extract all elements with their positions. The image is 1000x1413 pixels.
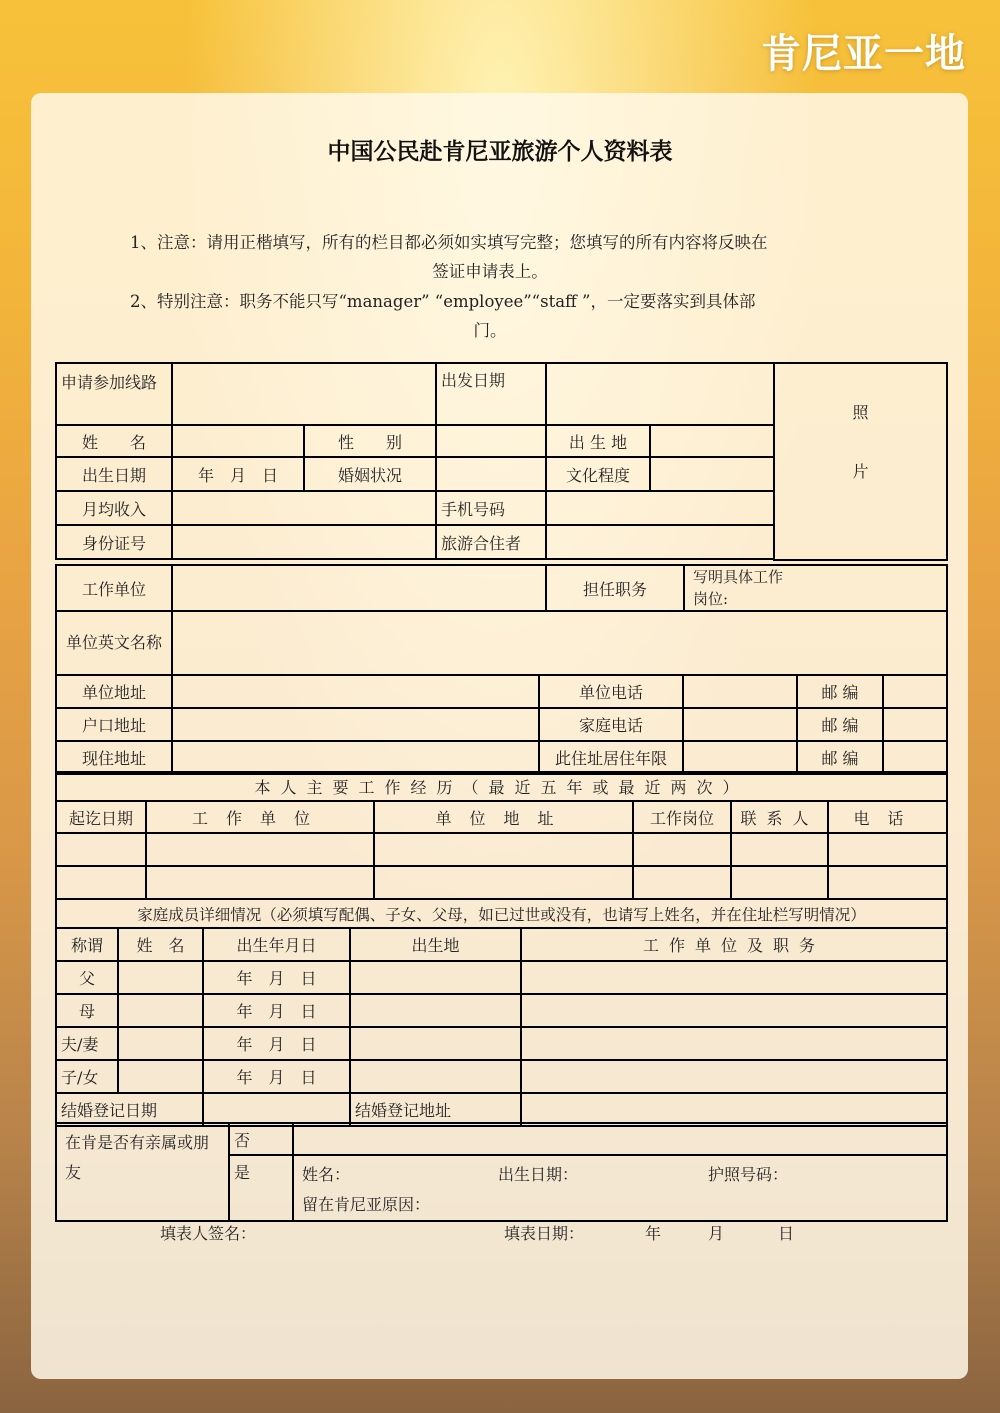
income-field[interactable]	[172, 491, 436, 525]
years-label: 此住址居住年限	[539, 741, 683, 774]
marriage-place-label: 结婚登记地址	[350, 1093, 521, 1126]
fam-mother-birthplace[interactable]	[350, 994, 521, 1027]
photo-box[interactable]	[774, 363, 947, 560]
fill-date-month: 月	[708, 1224, 725, 1243]
wh-row2-address[interactable]	[374, 866, 633, 899]
home-phone-label: 家庭电话	[539, 708, 683, 741]
zip-field-3[interactable]	[883, 741, 947, 774]
fam-col-dob: 出生年月日	[203, 928, 350, 961]
fam-child-dob[interactable]: 年 月 日	[203, 1060, 350, 1093]
work-history-heading: 本人主要工作经历（最近五年或最近两次）	[56, 772, 947, 801]
fam-mother-work[interactable]	[521, 994, 947, 1027]
income-label: 月均收入	[56, 491, 172, 525]
fam-spouse-birthplace[interactable]	[350, 1027, 521, 1060]
photo-label-2: 片	[852, 462, 869, 481]
wh-col-contact: 联系人	[731, 801, 828, 833]
wh-col-phone: 电话	[828, 801, 947, 833]
birthdate-label: 出生日期	[56, 457, 172, 491]
note-1-line-1: 1、注意：请用正楷填写，所有的栏目都必须如实填写完整；您填写的所有内容将反映在	[130, 233, 768, 252]
brand-logo-text: 肯尼亚一地	[761, 30, 966, 77]
fill-date-label: 填表日期：	[504, 1224, 585, 1243]
employer-en-field[interactable]	[172, 611, 947, 675]
basic-info-table	[55, 362, 948, 561]
employer-label: 工作单位	[56, 565, 172, 611]
work-phone-field[interactable]	[683, 675, 797, 708]
marriage-date-label: 结婚登记日期	[56, 1093, 203, 1126]
fam-spouse-dob[interactable]: 年 月 日	[203, 1027, 350, 1060]
note-1-line-2: 签证申请表上。	[432, 262, 548, 281]
gender-field[interactable]	[436, 425, 546, 457]
employer-en-label: 单位英文名称	[56, 611, 172, 675]
wh-row2-contact[interactable]	[731, 866, 828, 899]
roommate-field[interactable]	[546, 525, 774, 559]
roommate-label: 旅游合住者	[436, 525, 546, 559]
current-addr-label: 现住地址	[56, 741, 172, 774]
mobile-label: 手机号码	[436, 491, 546, 525]
wh-row2-post[interactable]	[633, 866, 731, 899]
wh-row1-phone[interactable]	[828, 833, 947, 866]
note-2-line-1: 2、特别注意：职务不能只写“manager” “employee”“staff ”，一定要落实到具体部	[130, 292, 756, 311]
fam-father-dob[interactable]: 年 月 日	[203, 961, 350, 994]
relatives-name-label: 姓名：	[302, 1165, 351, 1184]
relatives-no-field[interactable]	[293, 1123, 947, 1155]
note-1	[130, 228, 850, 286]
wh-col-employer: 工作单位	[146, 801, 374, 833]
fam-father-work[interactable]	[521, 961, 947, 994]
birthdate-field[interactable]: 年 月 日	[172, 457, 304, 491]
fam-col-work: 工作单位及职务	[521, 928, 947, 961]
fam-mother-name[interactable]	[118, 994, 203, 1027]
wh-row1-address[interactable]	[374, 833, 633, 866]
wh-col-dates: 起讫日期	[56, 801, 146, 833]
fam-rel-child: 子/女	[56, 1060, 118, 1093]
fam-rel-father: 父	[56, 961, 118, 994]
relatives-yes-label[interactable]: 是	[229, 1155, 293, 1221]
fam-father-name[interactable]	[118, 961, 203, 994]
years-field[interactable]	[683, 741, 797, 774]
fam-spouse-work[interactable]	[521, 1027, 947, 1060]
relatives-no-label[interactable]: 否	[229, 1123, 293, 1155]
work-phone-label: 单位电话	[539, 675, 683, 708]
name-label: 姓 名	[56, 425, 172, 457]
wh-col-post: 工作岗位	[633, 801, 731, 833]
fam-spouse-name[interactable]	[118, 1027, 203, 1060]
note-2	[130, 287, 850, 345]
zip-label-2: 邮 编	[797, 708, 883, 741]
work-addr-label: 单位地址	[56, 675, 172, 708]
work-history-table	[55, 771, 948, 900]
route-label: 申请参加线路	[56, 363, 172, 425]
id-field[interactable]	[172, 525, 436, 559]
mobile-field[interactable]	[546, 491, 774, 525]
zip-label-1: 邮 编	[797, 675, 883, 708]
fam-child-work[interactable]	[521, 1060, 947, 1093]
relatives-dob-label: 出生日期：	[498, 1165, 579, 1184]
work-addr-field[interactable]	[172, 675, 539, 708]
wh-row1-contact[interactable]	[731, 833, 828, 866]
relatives-table	[55, 1122, 948, 1222]
wh-row2-phone[interactable]	[828, 866, 947, 899]
wh-col-address: 单位地址	[374, 801, 633, 833]
education-field[interactable]	[650, 457, 774, 491]
birthplace-field[interactable]	[650, 425, 774, 457]
wh-row1-post[interactable]	[633, 833, 731, 866]
wh-row2-employer[interactable]	[146, 866, 374, 899]
signature-label: 填表人签名：	[160, 1224, 257, 1243]
family-table	[55, 898, 948, 1127]
relatives-passport-label: 护照号码：	[708, 1165, 789, 1184]
position-field[interactable]	[684, 565, 947, 611]
current-addr-field[interactable]	[172, 741, 539, 774]
home-phone-field[interactable]	[683, 708, 797, 741]
zip-label-3: 邮 编	[797, 741, 883, 774]
route-field[interactable]	[172, 363, 436, 425]
depart-label: 出发日期	[436, 363, 546, 425]
fill-date-year: 年	[645, 1224, 662, 1243]
employer-table	[55, 564, 948, 676]
wh-row1-employer[interactable]	[146, 833, 374, 866]
hukou-field[interactable]	[172, 708, 539, 741]
position-hint: 写明具体工作岗位:	[693, 568, 784, 608]
fam-col-birthplace: 出生地	[350, 928, 521, 961]
birthplace-label: 出 生 地	[546, 425, 650, 457]
position-label: 担任职务	[546, 565, 684, 611]
employer-field[interactable]	[172, 565, 546, 611]
marital-field[interactable]	[436, 457, 546, 491]
fam-rel-mother: 母	[56, 994, 118, 1027]
photo-label-1: 照	[852, 403, 869, 422]
relatives-label: 在肯是否有亲属或朋友	[56, 1123, 229, 1221]
fam-col-relation: 称谓	[56, 928, 118, 961]
fam-father-birthplace[interactable]	[350, 961, 521, 994]
hukou-label: 户口地址	[56, 708, 172, 741]
address-table	[55, 674, 948, 775]
fam-mother-dob[interactable]: 年 月 日	[203, 994, 350, 1027]
education-label: 文化程度	[546, 457, 650, 491]
depart-field[interactable]	[546, 363, 774, 425]
fam-child-birthplace[interactable]	[350, 1060, 521, 1093]
fam-col-name: 姓 名	[118, 928, 203, 961]
zip-field-2[interactable]	[883, 708, 947, 741]
name-field[interactable]	[172, 425, 304, 457]
fam-rel-spouse: 夫/妻	[56, 1027, 118, 1060]
page-title: 中国公民赴肯尼亚旅游个人资料表	[327, 138, 673, 165]
fam-child-name[interactable]	[118, 1060, 203, 1093]
relatives-reason-label: 留在肯尼亚原因：	[302, 1195, 431, 1214]
zip-field-1[interactable]	[883, 675, 947, 708]
family-heading: 家庭成员详细情况（必须填写配偶、子女、父母，如已过世或没有，也请写上姓名，并在住址栏写明情况）	[56, 899, 947, 928]
marital-label: 婚姻状况	[304, 457, 436, 491]
relatives-yes-field[interactable]	[293, 1155, 947, 1221]
note-2-line-2: 门。	[473, 321, 507, 340]
wh-row2-dates[interactable]	[56, 866, 146, 899]
wh-row1-dates[interactable]	[56, 833, 146, 866]
gender-label: 性 别	[304, 425, 436, 457]
id-label: 身份证号	[56, 525, 172, 559]
fill-date-day: 日	[778, 1224, 795, 1243]
